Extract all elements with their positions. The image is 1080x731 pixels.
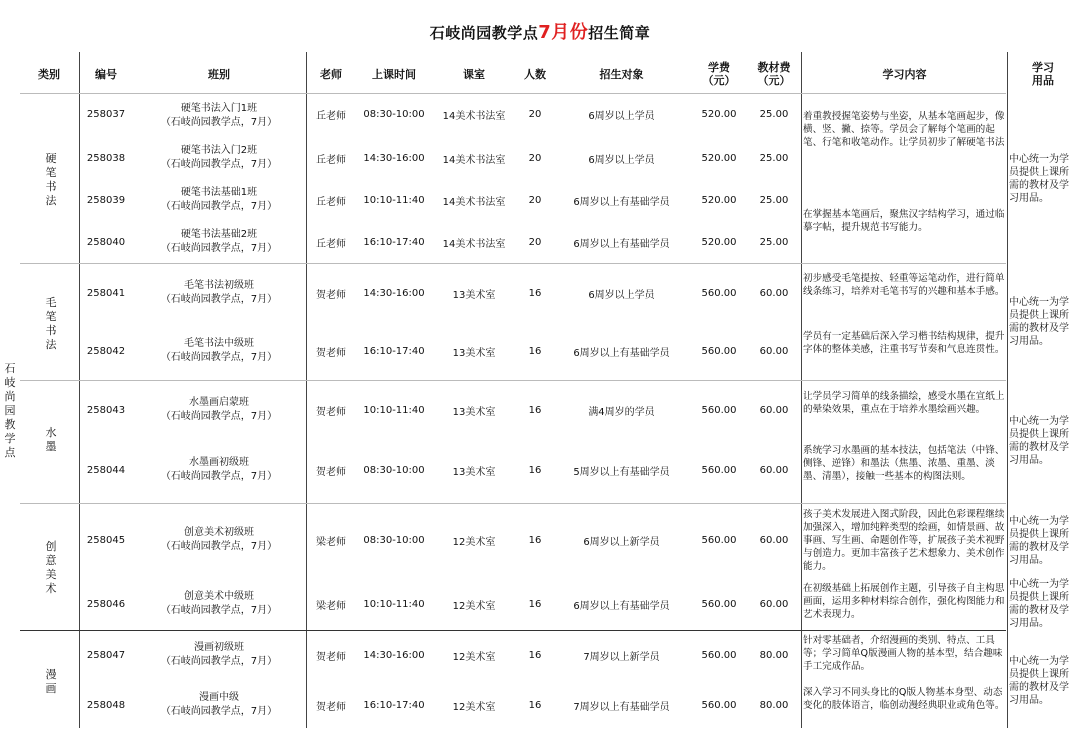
row-code: 258038 [86,152,126,164]
row-divider [20,93,1006,94]
row-fee: 520.00 [701,108,737,120]
row-material: 60.00 [759,404,789,416]
row-time: 08:30-10:00 [363,534,425,546]
row-target: 6周岁以上有基础学员 [573,238,670,250]
row-code: 258046 [86,598,126,610]
row-count: 20 [528,236,542,248]
grid-line [801,52,802,728]
row-time: 14:30-16:00 [363,649,425,661]
row-code: 258037 [86,108,126,120]
row-count: 16 [528,345,542,357]
row-teacher: 贺老师 [316,406,346,418]
category-brush: 毛笔书法 [45,296,57,351]
row-fee: 560.00 [701,404,737,416]
row-count: 16 [528,404,542,416]
row-fee: 560.00 [701,598,737,610]
title-month: 7月份 [538,22,589,43]
row-divider [20,503,1006,504]
class-name: 毛笔书法初级班 [184,280,254,291]
class-name: 硬笔书法入门1班 [180,103,258,114]
category-ink: 水墨 [45,426,57,453]
row-time: 08:30-10:00 [363,108,425,120]
supply-note: 中心统一为学员提供上课所需的教材及学习用品。 [1009,579,1069,629]
row-time: 16:10-17:40 [363,236,425,248]
row-material: 80.00 [759,649,789,661]
content-comic-intermediate: 深入学习不同头身比的Q版人物基本身型、动态变化的肢体语言，临创动漫经典职业或角色等。 [803,687,1005,711]
header-class: 班别 [208,67,230,81]
row-teacher: 梁老师 [316,536,346,548]
class-location: （石岐尚园教学点，7月） [160,706,278,717]
row-fee: 560.00 [701,345,737,357]
row-class [133,143,305,173]
grid-line [1007,52,1008,728]
row-room: 14美术书法室 [442,110,506,122]
class-location: （石岐尚园教学点，7月） [160,411,278,422]
row-teacher: 丘老师 [316,238,346,250]
class-name: 毛笔书法中级班 [184,338,254,349]
content-creative-beginner: 孩子美术发展进入图式阶段，因此色彩课程继续加强深入，增加纯粹类型的绘画，如情景画、故事画、写生画、命题创作等，扩展孩子美术视野与创造力。更加丰富孩子艺术想象力、美术创作能力。 [803,509,1005,572]
row-room: 12美术室 [452,600,496,612]
category-comic: 漫画 [45,668,57,695]
header-supply: 学习 用品 [1032,61,1054,87]
class-name: 漫画初级班 [194,642,244,653]
row-teacher: 贺老师 [316,701,346,713]
row-class [133,101,305,131]
header-content: 学习内容 [882,67,927,81]
header-code: 编号 [95,67,117,81]
class-location: （石岐尚园教学点，7月） [160,656,278,667]
row-teacher: 丘老师 [316,110,346,122]
row-room: 14美术书法室 [442,154,506,166]
row-material: 80.00 [759,699,789,711]
row-code: 258039 [86,194,126,206]
row-time: 14:30-16:00 [363,287,425,299]
row-count: 16 [528,699,542,711]
row-room: 12美术室 [452,536,496,548]
row-material: 60.00 [759,598,789,610]
row-count: 20 [528,108,542,120]
content-comic-beginner: 针对零基础者，介绍漫画的类别、特点、工具等；学习简单Q版漫画人物的基本型，结合趣味手工完成作品。 [803,635,1003,672]
supply-note: 中心统一为学员提供上课所需的教材及学习用品。 [1009,297,1069,347]
row-room: 12美术室 [452,701,496,713]
content-ink-beginner: 系统学习水墨画的基本技法，包括笔法（中锋、侧锋、逆锋）和墨法（焦墨、浓墨、重墨、淡墨、清墨），接触一些基本的构图法则。 [803,445,1005,482]
row-target: 5周岁以上有基础学员 [573,466,670,478]
row-room: 13美术室 [452,289,496,301]
row-count: 16 [528,287,542,299]
row-class [133,455,305,485]
row-fee: 560.00 [701,649,737,661]
class-name: 创意美术中级班 [184,591,254,602]
header-target: 招生对象 [599,67,644,81]
row-teacher: 贺老师 [316,289,346,301]
class-location: （石岐尚园教学点，7月） [160,201,278,212]
row-class [133,278,305,308]
row-material: 60.00 [759,345,789,357]
row-fee: 560.00 [701,699,737,711]
row-teacher: 梁老师 [316,600,346,612]
class-location: （石岐尚园教学点，7月） [160,294,278,305]
row-code: 258047 [86,649,126,661]
header-count: 人数 [524,67,546,81]
class-location: （石岐尚园教学点，7月） [160,471,278,482]
row-code: 258043 [86,404,126,416]
row-code: 258041 [86,287,126,299]
row-class [133,185,305,215]
row-time: 10:10-11:40 [363,404,425,416]
row-count: 20 [528,194,542,206]
title-suffix: 招生简章 [588,24,651,42]
row-count: 16 [528,534,542,546]
row-material: 60.00 [759,534,789,546]
row-count: 16 [528,464,542,476]
row-code: 258042 [86,345,126,357]
row-room: 13美术室 [452,406,496,418]
row-fee: 560.00 [701,287,737,299]
row-teacher: 贺老师 [316,651,346,663]
row-fee: 520.00 [701,194,737,206]
row-material: 60.00 [759,464,789,476]
row-count: 20 [528,152,542,164]
row-target: 6周岁以上新学员 [583,536,660,548]
content-brush-beginner: 初步感受毛笔提按、轻重等运笔动作，进行简单线条练习，培养对毛笔书写的兴趣和基本手感。 [803,273,1005,297]
class-location: （石岐尚园教学点，7月） [160,541,278,552]
row-material: 25.00 [759,236,789,248]
row-code: 258044 [86,464,126,476]
category-hard-pen: 硬笔书法 [45,152,57,207]
title-prefix: 石岐尚园教学点 [429,24,539,42]
page-title [0,18,1080,44]
row-class [133,525,305,555]
table-header [0,55,1080,93]
row-room: 13美术室 [452,466,496,478]
row-class [133,395,305,425]
row-target: 7周岁以上有基础学员 [573,701,670,713]
content-ink-intro: 让学员学习简单的线条描绘，感受水墨在宣纸上的晕染效果，重点在于培养水墨绘画兴趣。 [803,391,1005,415]
class-location: （石岐尚园教学点，7月） [160,352,278,363]
class-name: 水墨画初级班 [189,457,249,468]
row-time: 14:30-16:00 [363,152,425,164]
class-location: （石岐尚园教学点，7月） [160,117,278,128]
row-class [133,336,305,366]
row-class [133,589,305,619]
row-room: 14美术书法室 [442,238,506,250]
content-creative-intermediate: 在初级基础上拓展创作主题，引导孩子自主构思画面，运用多种材料综合创作，强化构图能力和艺术表现力。 [803,583,1005,620]
row-teacher: 贺老师 [316,347,346,359]
row-count: 16 [528,649,542,661]
row-code: 258040 [86,236,126,248]
row-teacher: 贺老师 [316,466,346,478]
row-target: 6周岁以上学员 [588,289,655,301]
row-fee: 520.00 [701,152,737,164]
supply-note: 中心统一为学员提供上课所需的教材及学习用品。 [1009,154,1069,204]
supply-note: 中心统一为学员提供上课所需的教材及学习用品。 [1009,656,1069,706]
class-name: 硬笔书法入门2班 [180,145,258,156]
row-divider [20,380,1006,381]
row-room: 12美术室 [452,651,496,663]
row-room: 13美术室 [452,347,496,359]
class-name: 水墨画启蒙班 [189,397,249,408]
row-target: 6周岁以上有基础学员 [573,600,670,612]
row-target: 6周岁以上有基础学员 [573,196,670,208]
class-location: （石岐尚园教学点，7月） [160,605,278,616]
row-target: 满4周岁的学员 [588,406,655,418]
class-location: （石岐尚园教学点，7月） [160,159,278,170]
header-category: 类别 [38,67,60,81]
row-code: 258045 [86,534,126,546]
row-divider [20,630,1006,631]
content-hard-pen-basic: 在掌握基本笔画后，聚焦汉字结构学习，通过临摹字帖，提升规范书写能力。 [803,209,1005,233]
supply-note: 中心统一为学员提供上课所需的教材及学习用品。 [1009,516,1069,566]
content-brush-intermediate: 学员有一定基础后深入学习楷书结构规律，提升字体的整体美感，注重书写节奏和气息连贯性。 [803,331,1005,355]
row-time: 16:10-17:40 [363,345,425,357]
row-divider [20,263,1006,264]
row-material: 60.00 [759,287,789,299]
row-target: 6周岁以上学员 [588,154,655,166]
header-teacher: 老师 [320,67,342,81]
row-class [133,690,305,720]
row-teacher: 丘老师 [316,196,346,208]
content-hard-pen-intro: 着重教授握笔姿势与坐姿，从基本笔画起步，像横、竖、撇、捺等。学员会了解每个笔画的起笔、行笔和收笔动作。让学员初步了解硬笔书法 [803,111,1005,148]
row-target: 6周岁以上学员 [588,110,655,122]
row-class [133,227,305,257]
class-name: 漫画中级 [199,692,239,703]
header-fee: 学费 （元） [702,61,736,87]
row-material: 25.00 [759,108,789,120]
class-name: 硬笔书法基础2班 [180,229,258,240]
row-target: 7周岁以上新学员 [583,651,660,663]
row-time: 16:10-17:40 [363,699,425,711]
row-time: 10:10-11:40 [363,598,425,610]
row-room: 14美术书法室 [442,196,506,208]
row-material: 25.00 [759,194,789,206]
row-fee: 520.00 [701,236,737,248]
row-fee: 560.00 [701,534,737,546]
supply-note: 中心统一为学员提供上课所需的教材及学习用品。 [1009,416,1069,466]
header-material: 教材费 （元） [757,61,791,87]
row-target: 6周岁以上有基础学员 [573,347,670,359]
row-fee: 560.00 [701,464,737,476]
location-label: 石岐尚园教学点 [4,362,16,459]
row-class [133,640,305,670]
class-name: 硬笔书法基础1班 [180,187,258,198]
class-name: 创意美术初级班 [184,527,254,538]
row-teacher: 丘老师 [316,154,346,166]
row-count: 16 [528,598,542,610]
header-room: 课室 [463,67,485,81]
header-time: 上课时间 [372,67,416,81]
row-time: 10:10-11:40 [363,194,425,206]
category-creative-art: 创意美术 [45,540,57,595]
row-material: 25.00 [759,152,789,164]
row-time: 08:30-10:00 [363,464,425,476]
row-code: 258048 [86,699,126,711]
class-location: （石岐尚园教学点，7月） [160,243,278,254]
